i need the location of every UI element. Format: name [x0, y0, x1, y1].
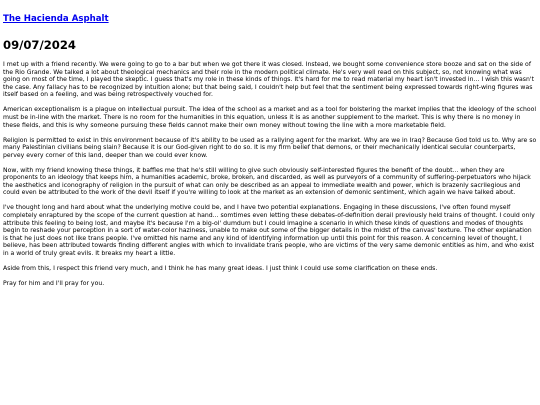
post-paragraph: Pray for him and I'll pray for you. [3, 280, 105, 287]
post-paragraph: Religion is permitted to exist in this environment because of it's ability to be used as a rallying agent for the market. Why are we in Iraq? Because God told us to. Why are so many Palestinian civilians being slain? Because it is our God-given right to do so. It is my firm belief that demons, or their mechanically identical secular counterparts, pervey every corner of this land, deeper than we could ever know. [3, 136, 537, 159]
post-paragraph: I met up with a friend recently. We were going to go to a bar but when we got there it was closed. Instead, we bought some convenience store booze and sat on the side of the Rio Grande. We talked a lot about theological mechanics and their role in the modern political climate. He's very well read on this subject, so, not knowing what was going on most of the time, I played the skeptic. I guess that's my role in these kinds of things. It's hard for me to read material my heart isn't invested in... I wish this wasn't the case. Any fallacy has to be recognized by intuition alone; but that being said, I couldn't help but feel that the sentiment being expressed towards right-wing figures was itself based on a feeling, and was being retrospectively vouched for. [3, 61, 534, 99]
post-paragraph: Aside from this, I respect this friend very much, and I think he has many great ideas. I just think I could use some clarification on these ends. [3, 265, 438, 273]
post-date: 09/07/2024 [3, 38, 77, 52]
post-paragraph: I've thought long and hard about what the underlying motive could be, and I have two potential explanations. Engaging in these discussions, I've often found myself completely enraptured by the scope of the current question at hand... somtimes even letting these debates-of-definition derail previously held trains of thought. I could only attribute this feeling to being lost, and maybe it's because I'm a big-ol' dumdum but I could imagine a scenario in which these kinds of questions and modes of thoughts begin to reshade your perception in a sort of water-color haziness, unable to make out some of the bigger details in the midst of the canvas' texture. The other explanation is that he just does not like trans people. I've omitted his name and any kind of identifying information up until this point for this reason. A concerning level of thought, I believe, has been attributed towards finding different angles with which to invalidate trans people, who are victims of the very same demonic entities as him, and who exist in a world of truly great evils. It breaks my heart a little. [3, 204, 535, 258]
post-paragraph: American exceptionalism is a plague on intellectual pursuit. The idea of the school as a market and as a tool for bolstering the market implies that the ideology of the school must be in-line with the market. There is no room for the humanities in this equation, unless it is as another supplement to the market. This is why there is no money in these fields, and this is why someone pursuing these fields cannot make their own money without towing the line with a more marketable field. [3, 106, 537, 129]
post-paragraph: Now, with my friend knowing these things, it baffles me that he's still willing to give such obviously self-interested figures the benefit of the doubt... when they are proponents to an ideology that keeps him, a humanities academic, broke, broken, and discarded, as well as purveyors of a community of suffering-perpetuators who hijack the aesthetics and iconography of religion in the pursuit of what can only be described as an appeal to immediate wealth and power, which is brazenly sacrilegious and could even be attributed to the work of the devil itself if you're willing to look at the market as an extension of demonic sentiment, which again we have talked about. [3, 166, 531, 197]
post-body [3, 61, 537, 288]
site-title-link[interactable]: The Hacienda Asphalt [3, 14, 109, 24]
